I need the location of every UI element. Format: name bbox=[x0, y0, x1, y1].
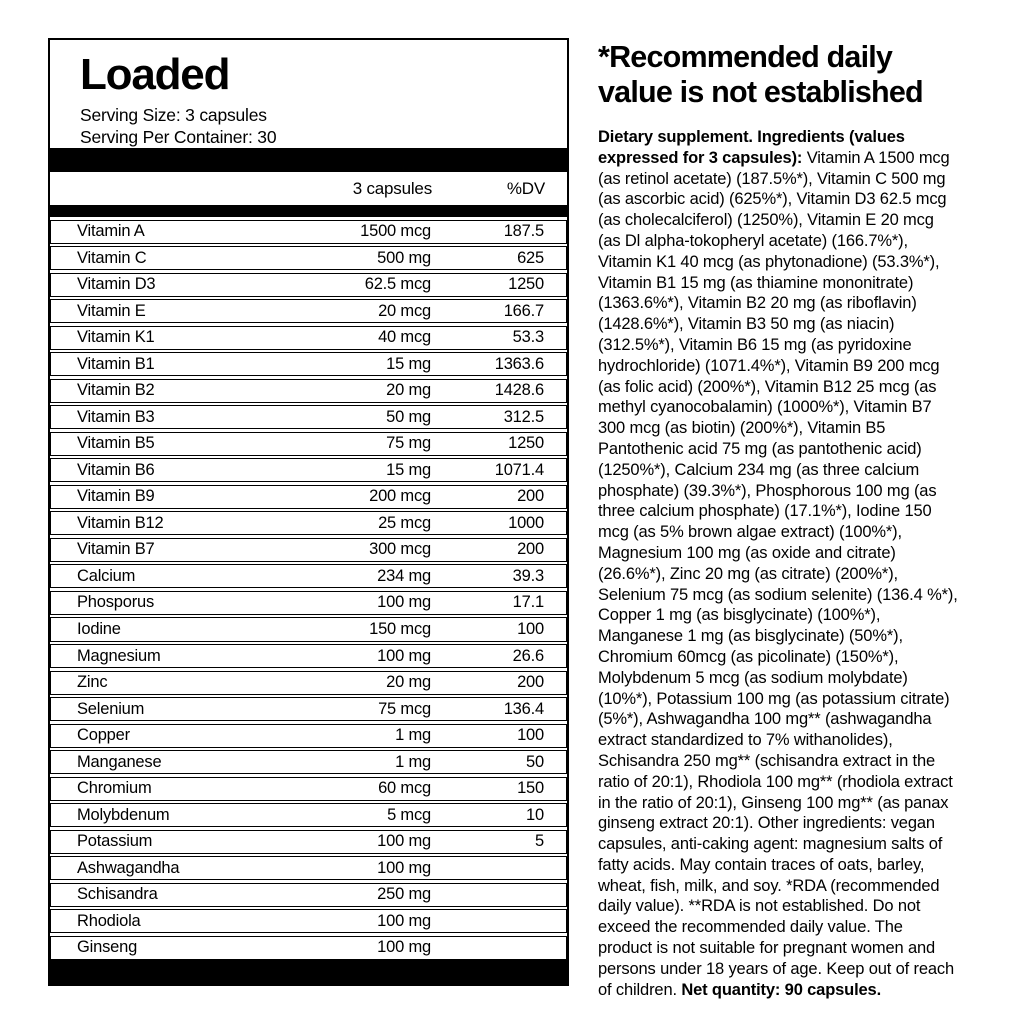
ingredient-name: Vitamin B9 bbox=[77, 487, 155, 506]
table-row bbox=[50, 830, 567, 854]
ingredient-name: Zinc bbox=[77, 673, 108, 692]
table-row bbox=[50, 538, 567, 562]
ingredient-amount: 40 mcg bbox=[378, 328, 431, 347]
table-row bbox=[50, 246, 567, 270]
supplement-facts-panel bbox=[48, 38, 569, 986]
product-title: Loaded bbox=[80, 50, 230, 99]
ingredient-amount: 100 mg bbox=[377, 911, 431, 930]
ingredient-name: Iodine bbox=[77, 619, 121, 638]
table-row bbox=[50, 511, 567, 535]
ingredients-text bbox=[598, 127, 960, 1000]
text-segment: Net quantity: 90 capsules. bbox=[681, 980, 882, 999]
ingredient-dv: 1428.6 bbox=[494, 381, 544, 400]
ingredient-dv: 200 bbox=[517, 540, 544, 559]
info-panel bbox=[598, 40, 960, 1000]
ingredient-amount: 300 mcg bbox=[369, 540, 431, 559]
serving-per-container: Serving Per Container: 30 bbox=[80, 126, 277, 147]
text-segment: Dietary supplement. Ingredients (values expressed for 3 capsules): bbox=[598, 128, 905, 167]
ingredient-name: Vitamin B2 bbox=[77, 381, 155, 400]
table-header-row bbox=[50, 172, 567, 205]
ingredient-name: Vitamin B6 bbox=[77, 460, 155, 479]
ingredient-name: Ginseng bbox=[77, 938, 138, 957]
ingredient-name: Vitamin B3 bbox=[77, 407, 155, 426]
rda-disclaimer-heading: *Recommended daily value is not established bbox=[598, 40, 923, 109]
ingredient-dv: 1363.6 bbox=[494, 354, 544, 373]
ingredient-name: Potassium bbox=[77, 832, 153, 851]
ingredient-name: Vitamin C bbox=[77, 248, 147, 267]
ingredient-amount: 100 mg bbox=[377, 832, 431, 851]
ingredient-dv: 53.3 bbox=[512, 328, 544, 347]
divider-bar-header bbox=[50, 205, 567, 217]
ingredient-name: Vitamin E bbox=[77, 301, 146, 320]
ingredient-name: Vitamin B1 bbox=[77, 354, 155, 373]
ingredient-name: Vitamin D3 bbox=[77, 275, 156, 294]
table-row bbox=[50, 379, 567, 403]
table-row bbox=[50, 936, 567, 960]
ingredient-name: Calcium bbox=[77, 566, 136, 585]
ingredient-name: Schisandra bbox=[77, 885, 158, 904]
table-row bbox=[50, 724, 567, 748]
table-row bbox=[50, 856, 567, 880]
ingredient-name: Molybdenum bbox=[77, 805, 170, 824]
ingredient-amount: 100 mg bbox=[377, 858, 431, 877]
ingredient-amount: 50 mg bbox=[386, 407, 431, 426]
ingredient-amount: 20 mg bbox=[386, 381, 431, 400]
ingredient-dv: 39.3 bbox=[512, 566, 544, 585]
ingredient-amount: 25 mcg bbox=[378, 513, 431, 532]
ingredient-dv: 150 bbox=[517, 779, 544, 798]
table-row bbox=[50, 617, 567, 641]
ingredient-amount: 62.5 mcg bbox=[364, 275, 431, 294]
ingredient-dv: 26.6 bbox=[512, 646, 544, 665]
text-segment: Vitamin A 1500 mcg (as retinol acetate) (187.5%*), Vitamin C 500 mg (as ascorbic acid) (625%*), Vitamin D3 62.5 mcg (as cholecalciferol) (1250%), Vitamin E 20 mcg (as Dl alpha-tokopheryl acetate) (166.7%*), Vitamin K1 40 mcg (as phytonadione) (53.3%*), Vitamin B1 15 mg (as thiamine mononitrate) (1363.6%*), Vitamin B2 20 mg (as riboflavin)(1428.6%*), Vitamin B3 50 mg (as niacin) (312.5%*), Vitamin B6 15 mg (as pyridoxine hydrochloride) (1071.4%*), Vitamin B9 200 mcg (as folic acid) (200%*), Vitamin B12 25 mcg (as methyl cyanocobalamin) (1000%*), Vitamin B7 300 mcg (as biotin) (200%*), Vitamin B5 Pantothenic acid 75 mg (as pantothenic acid) (1250%*), Calcium 234 mg (as three calcium phosphate) (39.3%*), Phosphorous 100 mg (as three calcium phosphate) (17.1%*), Iodine 150 mcg (as 5% brown algae extract) (100%*), Magnesium 100 mg (as oxide and citrate) (26.6%*), Zinc 20 mg (as citrate) (200%*), Selenium 75 mcg (as sodium selenite) (136.4 %*), Copper 1 mg (as bisglycinate) (100%*), Manganese 1 mg (as bisglycinate) (50%*), Chromium 60mcg (as picolinate) (150%*), Molybdenum 5 mcg (as sodium molybdate) (10%*), Potassium 100 mg (as potassium citrate) (5%*), Ashwagandha 100 mg** (ashwagandha extract standardized to 7% withanolides), Schisandra 250 mg** (schisandra extract in the ratio of 20:1), Rhodiola 100 mg** (rhodiola extract in the ratio of 20:1), Ginseng 100 mg** (as panax ginseng extract 20:1). Other ingredients: vegan capsules, anti-caking agent: magnesium salts of fatty acids. May contain traces of oats, barley, wheat, fish, milk, and soy. *RDA (recommended daily value). **RDA is not established. Do not exceed the recommended daily value. The product is not suitable for pregnant women and persons under 18 years of age. Keep out of reach of children. bbox=[598, 148, 958, 999]
table-row bbox=[50, 405, 567, 429]
ingredient-name: Vitamin K1 bbox=[77, 328, 155, 347]
table-row bbox=[50, 697, 567, 721]
ingredient-dv: 17.1 bbox=[512, 593, 544, 612]
ingredient-name: Manganese bbox=[77, 752, 162, 771]
ingredient-dv: 312.5 bbox=[503, 407, 544, 426]
table-row bbox=[50, 671, 567, 695]
ingredient-name: Vitamin B7 bbox=[77, 540, 155, 559]
ingredient-dv: 166.7 bbox=[503, 301, 544, 320]
ingredient-amount: 150 mcg bbox=[369, 619, 431, 638]
ingredient-table bbox=[50, 217, 567, 960]
ingredient-amount: 1 mg bbox=[395, 726, 431, 745]
ingredient-amount: 75 mg bbox=[386, 434, 431, 453]
ingredient-dv: 10 bbox=[526, 805, 544, 824]
ingredient-amount: 20 mg bbox=[386, 673, 431, 692]
ingredient-dv: 625 bbox=[517, 248, 544, 267]
table-row bbox=[50, 432, 567, 456]
table-row bbox=[50, 299, 567, 323]
table-row bbox=[50, 803, 567, 827]
serving-size: Serving Size: 3 capsules bbox=[80, 105, 267, 126]
ingredient-amount: 200 mcg bbox=[369, 487, 431, 506]
ingredient-name: Vitamin A bbox=[77, 222, 145, 241]
table-row bbox=[50, 644, 567, 668]
ingredient-amount: 20 mcg bbox=[378, 301, 431, 320]
ingredient-name: Vitamin B5 bbox=[77, 434, 155, 453]
ingredient-amount: 1500 mcg bbox=[360, 222, 431, 241]
ingredient-dv: 100 bbox=[517, 726, 544, 745]
ingredient-amount: 15 mg bbox=[386, 460, 431, 479]
ingredient-dv: 187.5 bbox=[503, 222, 544, 241]
ingredient-name: Magnesium bbox=[77, 646, 161, 665]
ingredient-name: Rhodiola bbox=[77, 911, 141, 930]
ingredient-amount: 5 mcg bbox=[387, 805, 431, 824]
ingredient-dv: 5 bbox=[535, 832, 544, 851]
ingredient-dv: 1250 bbox=[508, 434, 544, 453]
ingredient-dv: 100 bbox=[517, 619, 544, 638]
ingredient-amount: 100 mg bbox=[377, 593, 431, 612]
ingredient-amount: 250 mg bbox=[377, 885, 431, 904]
ingredient-name: Copper bbox=[77, 726, 130, 745]
ingredient-amount: 60 mcg bbox=[378, 779, 431, 798]
table-row bbox=[50, 458, 567, 482]
ingredient-name: Phosporus bbox=[77, 593, 155, 612]
table-row bbox=[50, 326, 567, 350]
table-row bbox=[50, 591, 567, 615]
table-row bbox=[50, 777, 567, 801]
header-amount: 3 capsules bbox=[352, 178, 432, 198]
ingredient-amount: 234 mg bbox=[377, 566, 431, 585]
divider-bar-bottom bbox=[50, 960, 567, 984]
ingredient-amount: 15 mg bbox=[386, 354, 431, 373]
table-row bbox=[50, 220, 567, 244]
table-row bbox=[50, 909, 567, 933]
table-row bbox=[50, 273, 567, 297]
ingredient-name: Chromium bbox=[77, 779, 152, 798]
ingredient-dv: 136.4 bbox=[503, 699, 544, 718]
ingredient-amount: 100 mg bbox=[377, 646, 431, 665]
ingredient-dv: 200 bbox=[517, 487, 544, 506]
ingredient-dv: 200 bbox=[517, 673, 544, 692]
ingredient-dv: 1071.4 bbox=[494, 460, 544, 479]
ingredient-name: Ashwagandha bbox=[77, 858, 180, 877]
ingredient-name: Selenium bbox=[77, 699, 145, 718]
ingredient-name: Vitamin B12 bbox=[77, 513, 164, 532]
ingredient-dv: 1000 bbox=[508, 513, 544, 532]
ingredient-amount: 75 mcg bbox=[378, 699, 431, 718]
label-header bbox=[50, 40, 567, 148]
table-row bbox=[50, 564, 567, 588]
ingredient-amount: 1 mg bbox=[395, 752, 431, 771]
table-row bbox=[50, 750, 567, 774]
ingredient-dv: 50 bbox=[526, 752, 544, 771]
table-row bbox=[50, 485, 567, 509]
table-row bbox=[50, 883, 567, 907]
header-dv: %DV bbox=[506, 178, 545, 198]
ingredient-amount: 500 mg bbox=[377, 248, 431, 267]
ingredient-dv: 1250 bbox=[508, 275, 544, 294]
ingredient-amount: 100 mg bbox=[377, 938, 431, 957]
table-row bbox=[50, 352, 567, 376]
divider-bar-top bbox=[50, 148, 567, 172]
